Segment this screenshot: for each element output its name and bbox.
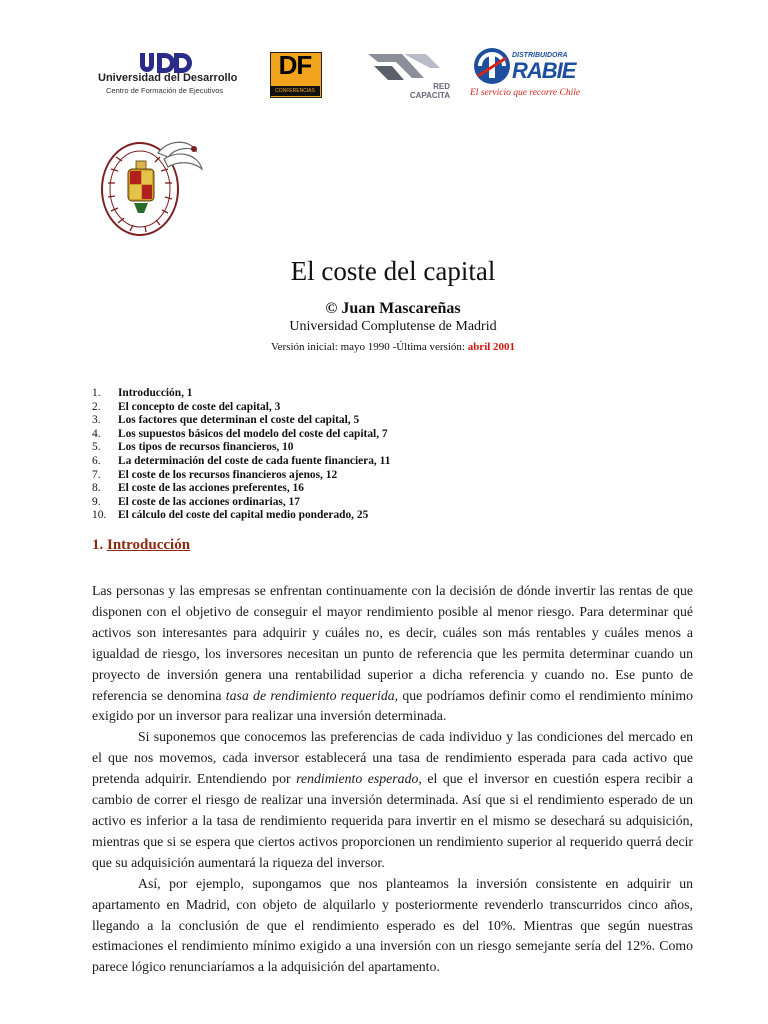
document-author: © Juan Mascareñas — [325, 300, 461, 317]
table-of-contents — [92, 387, 390, 523]
document-version — [0, 341, 768, 353]
section-number: 1. — [92, 537, 104, 553]
toc-item[interactable]: 5. Los tipos de recursos financieros, 10 — [92, 441, 294, 454]
df-strip: CONFERENCIAS — [270, 86, 320, 96]
toc-item[interactable]: 4. Los supuestos básicos del modelo del coste del capital, 7 — [92, 427, 388, 440]
paragraph-3: Así, por ejemplo, supongamos que nos planteamos la inversión consistente en adquirir un apartamento en Madrid, con objeto de alquilarlo y posteriormente revenderlo transcurridos cinco años, llegando a la conclusión de que el rendimiento esperado es del 10%. Mientras que según nuestras estimaciones el rendimiento mínimo exigido a una inversión con un riesgo semejante sería del 12%. Como parece lógico renunciaríamos a la adquisición del apartamento. — [92, 875, 693, 975]
paragraph-1: Las personas y las empresas se enfrentan continuamente con la decisión de dónde invertir las rentas de que disponen con el objetivo de conseguir el mayor rendimiento posible al menor riesgo. Para determinar qué activos son interesantes para adquirir y cuáles no, es decir, cuáles son más rentables y cuáles menos a igualdad de riesgo, los inversores necesitan un punto de referencia que les permita determinar cuando un proyecto de inversión genera una rentabilidad superior a dicha referencia y cuando no. Ese punto de referencia se denomina tasa de rendimiento requerida, que podríamos definir como el rendimiento mínimo exigido por un inversor para realizar una inversión determinada. — [92, 583, 693, 724]
rabie-logo — [470, 40, 600, 106]
toc-item[interactable]: 2. El concepto de coste del capital, 3 — [92, 400, 281, 413]
toc-item[interactable]: 3. Los factores que determinan el coste del capital, 5 — [92, 414, 360, 427]
rabie-name: RABIE — [512, 58, 576, 83]
body-text — [92, 581, 693, 978]
toc-item[interactable]: 7. El coste de los recursos financieros ajenos, 12 — [92, 468, 338, 481]
document-university: Universidad Complutense de Madrid — [289, 319, 497, 334]
version-prefix: Versión inicial: mayo 1990 -Última versión: — [270, 341, 468, 353]
df-mark: DF — [278, 50, 312, 80]
rabie-top-label: DISTRIBUIDORA — [512, 52, 568, 59]
udd-logo — [92, 40, 242, 106]
df-logo — [268, 40, 328, 106]
red-capacita-label: RED CAPACITA — [409, 82, 450, 100]
document-title: El coste del capital — [290, 256, 496, 286]
udd-subtitle: Centro de Formación de Ejecutivos — [106, 86, 224, 95]
term-rendimiento-esperado: rendimiento esperado — [296, 771, 419, 787]
term-tasa-rendimiento-requerida: tasa de rendimiento requerida — [225, 687, 395, 703]
udd-name: Universidad del Desarrollo — [98, 72, 238, 84]
red-capacita-swoosh-icon — [364, 50, 444, 86]
toc-item[interactable]: 8. El coste de las acciones preferentes, 16 — [92, 482, 304, 495]
toc-item[interactable]: 9. El coste de las acciones ordinarias, 17 — [92, 495, 300, 508]
rabie-emblem-icon — [472, 46, 512, 86]
paragraph-2: Si suponemos que conocemos las preferencias de cada individuo y las condiciones del mercado en el que nos movemos, cada inversor establecerá una tasa de rendimiento esperada para cada activo que pretenda adquirir. Entendiendo por rendimiento esperado, el que el inversor en cuestión espera recibir a cambio de correr el riesgo de realizar una inversión determinada. Así que si el rendimiento esperado de un activo es inferior a la tasa de rendimiento requerida para invertir en el mismo se desechará su adquisición, mientras que si se espera que ciertos activos proporcionen un rendimiento superior al requerido querrá decir que su adquisición aumentará la riqueza del inversor. — [92, 729, 693, 870]
version-date: abril 2001 — [467, 341, 516, 353]
red-capacita-logo — [364, 40, 450, 106]
university-seal-icon — [98, 133, 228, 243]
toc-item[interactable]: 6. La determinación del coste de cada fuente financiera, 11 — [92, 454, 391, 467]
section-title-link[interactable]: Introducción — [107, 537, 191, 553]
rabie-slogan: El servicio que recorre Chile — [470, 88, 581, 98]
sponsor-logos — [92, 40, 592, 106]
toc-item[interactable]: 1. Introducción, 1 — [92, 387, 193, 399]
toc-item[interactable]: 10. El cálculo del coste del capital medio ponderado, 25 — [92, 509, 369, 522]
section-heading — [92, 537, 190, 554]
